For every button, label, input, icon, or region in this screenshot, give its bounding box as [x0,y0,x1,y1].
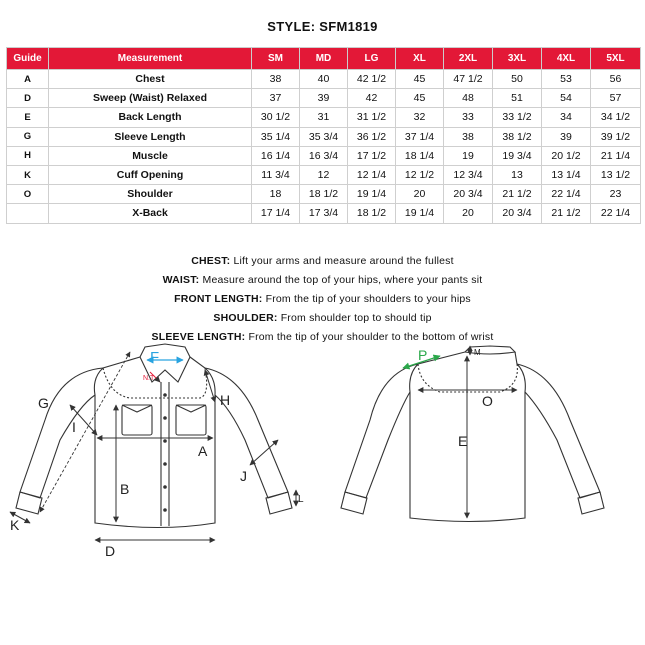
label-j: J [240,468,247,484]
size-value-cell: 12 1/2 [396,165,444,184]
label-o: O [482,393,493,409]
table-row [7,70,641,89]
column-header: SM [252,48,300,70]
measurement-cell: Chest [49,70,252,89]
size-value-cell: 40 [300,70,348,89]
size-value-cell: 19 1/4 [396,204,444,223]
size-value-cell: 38 [444,127,493,146]
label-m: M [474,348,481,357]
size-value-cell: 19 1/4 [348,185,396,204]
measurement-cell: Muscle [49,146,252,165]
measurement-cell: Cuff Opening [49,165,252,184]
size-value-cell: 51 [493,89,542,108]
size-value-cell: 17 1/4 [252,204,300,223]
size-value-cell: 22 1/4 [542,185,591,204]
size-value-cell: 37 1/4 [396,127,444,146]
size-value-cell: 17 1/2 [348,146,396,165]
instruction-line [0,309,645,328]
size-value-cell: 30 1/2 [252,108,300,127]
instruction-line [0,271,645,290]
size-value-cell: 37 [252,89,300,108]
instruction-term: CHEST: [191,255,231,267]
size-value-cell: 17 3/4 [300,204,348,223]
size-value-cell: 13 1/4 [542,165,591,184]
table-row [7,146,641,165]
column-header: 3XL [493,48,542,70]
size-value-cell: 33 1/2 [493,108,542,127]
table-row [7,185,641,204]
table-row [7,89,641,108]
column-header: XL [396,48,444,70]
measurement-cell: Back Length [49,108,252,127]
guide-cell: K [7,165,49,184]
column-header: Measurement [49,48,252,70]
guide-cell [7,204,49,223]
size-value-cell: 16 3/4 [300,146,348,165]
size-value-cell: 53 [542,70,591,89]
instruction-line [0,290,645,309]
size-value-cell: 16 1/4 [252,146,300,165]
label-l: L [298,494,304,505]
size-value-cell: 38 1/2 [493,127,542,146]
size-value-cell: 12 [300,165,348,184]
shirt-measurement-diagram [0,340,645,640]
size-value-cell: 31 [300,108,348,127]
label-f: F [150,349,160,366]
label-g: G [38,395,49,411]
instruction-term: FRONT LENGTH: [174,293,263,305]
size-value-cell: 45 [396,89,444,108]
size-value-cell: 20 1/2 [542,146,591,165]
size-value-cell: 20 [396,185,444,204]
size-value-cell: 19 [444,146,493,165]
size-chart-table [6,47,641,224]
guide-cell: E [7,108,49,127]
size-value-cell: 39 1/2 [591,127,641,146]
guide-cell: A [7,70,49,89]
size-value-cell: 23 [591,185,641,204]
label-e: E [458,433,468,449]
instruction-term: WAIST: [162,274,200,286]
column-header: 2XL [444,48,493,70]
size-value-cell: 57 [591,89,641,108]
label-nt: N.T [143,375,155,382]
size-value-cell: 21 1/2 [542,204,591,223]
label-d: D [105,543,116,559]
label-p: P [418,347,428,363]
column-header: 5XL [591,48,641,70]
instruction-line [0,252,645,271]
guide-cell: G [7,127,49,146]
column-header: Guide [7,48,49,70]
size-value-cell: 34 1/2 [591,108,641,127]
instruction-text: From the tip of your shoulders to your hips [262,293,471,305]
instruction-text: From shoulder top to should tip [277,312,432,324]
instruction-text: From the tip of your shoulder to the bottom of wrist [245,331,494,343]
size-value-cell: 18 1/4 [396,146,444,165]
table-row [7,127,641,146]
instruction-text: Measure around the top of your hips, where your pants sit [199,274,483,286]
label-k: K [10,517,20,533]
size-value-cell: 19 3/4 [493,146,542,165]
size-value-cell: 32 [396,108,444,127]
size-value-cell: 38 [252,70,300,89]
size-value-cell: 21 1/4 [591,146,641,165]
size-value-cell: 31 1/2 [348,108,396,127]
table-row [7,204,641,223]
instruction-term: SLEEVE LENGTH: [151,331,246,343]
column-header: 4XL [542,48,591,70]
label-a: A [198,443,208,459]
size-value-cell: 56 [591,70,641,89]
size-value-cell: 45 [396,70,444,89]
size-value-cell: 18 1/2 [348,204,396,223]
size-value-cell: 50 [493,70,542,89]
label-i: I [72,419,76,435]
size-value-cell: 48 [444,89,493,108]
size-value-cell: 34 [542,108,591,127]
label-h: H [220,392,231,408]
size-value-cell: 47 1/2 [444,70,493,89]
front-shirt-illustration [16,344,292,528]
table-row [7,108,641,127]
size-value-cell: 35 3/4 [300,127,348,146]
size-value-cell: 35 1/4 [252,127,300,146]
column-header: LG [348,48,396,70]
measurement-cell: Shoulder [49,185,252,204]
size-value-cell: 13 [493,165,542,184]
muscle-arrow-j [250,440,278,465]
size-value-cell: 18 [252,185,300,204]
instruction-term: SHOULDER: [213,312,278,324]
size-value-cell: 12 1/4 [348,165,396,184]
table-header-row [7,48,641,70]
guide-cell: O [7,185,49,204]
size-value-cell: 12 3/4 [444,165,493,184]
measurement-cell: Sweep (Waist) Relaxed [49,89,252,108]
size-value-cell: 42 [348,89,396,108]
size-value-cell: 39 [542,127,591,146]
size-value-cell: 42 1/2 [348,70,396,89]
size-value-cell: 54 [542,89,591,108]
instruction-text: Lift your arms and measure around the fullest [230,255,454,267]
size-value-cell: 20 3/4 [493,204,542,223]
guide-cell: H [7,146,49,165]
size-value-cell: 33 [444,108,493,127]
measurement-cell: X-Back [49,204,252,223]
size-value-cell: 18 1/2 [300,185,348,204]
column-header: MD [300,48,348,70]
measurement-cell: Sleeve Length [49,127,252,146]
size-value-cell: 20 3/4 [444,185,493,204]
size-value-cell: 11 3/4 [252,165,300,184]
style-title: STYLE: SFM1819 [267,19,378,34]
table-row [7,165,641,184]
measurement-instructions [0,252,645,347]
label-b: B [120,481,130,497]
size-value-cell: 36 1/2 [348,127,396,146]
size-value-cell: 22 1/4 [591,204,641,223]
size-value-cell: 20 [444,204,493,223]
size-value-cell: 39 [300,89,348,108]
size-value-cell: 21 1/2 [493,185,542,204]
front-buttons [163,393,167,512]
size-value-cell: 13 1/2 [591,165,641,184]
back-shirt-illustration [341,346,604,522]
guide-cell: D [7,89,49,108]
